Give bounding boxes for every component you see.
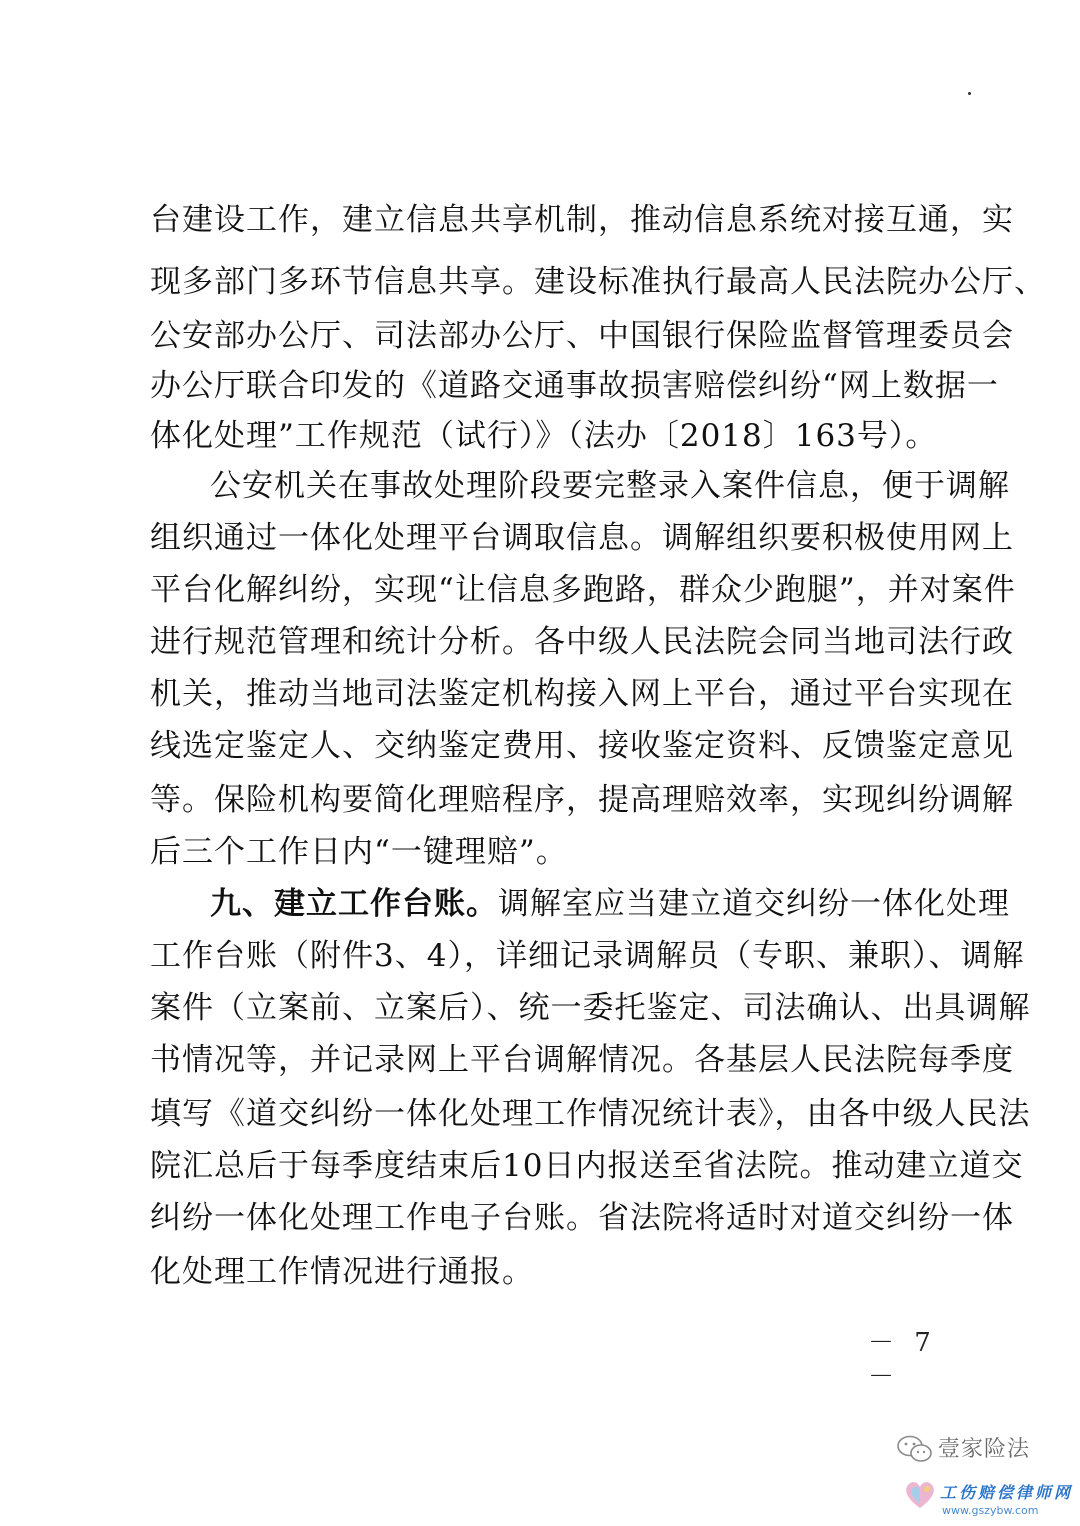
text-line: 办公厅联合印发的《道路交通事故损害赔偿纠纷“网上数据一 bbox=[150, 368, 999, 404]
text-line: 组织通过一体化处理平台调取信息。调解组织要积极使用网上 bbox=[150, 520, 1014, 556]
page-number: － 7 － bbox=[868, 1328, 937, 1392]
text-line: 等。保险机构要简化理赔程序，提高理赔效率，实现纠纷调解 bbox=[150, 782, 1014, 818]
watermark bbox=[896, 1430, 1080, 1526]
text-line: 线选定鉴定人、交纳鉴定费用、接收鉴定资料、反馈鉴定意见 bbox=[150, 728, 1014, 764]
text-line: 院汇总后于每季度结束后10日内报送至省法院。推动建立道交 bbox=[150, 1148, 1024, 1184]
text-line: 书情况等，并记录网上平台调解情况。各基层人民法院每季度 bbox=[150, 1042, 1014, 1078]
wechat-icon bbox=[896, 1434, 934, 1464]
heart-logo-icon bbox=[900, 1474, 940, 1514]
text-line: 工作台账（附件3、4），详细记录调解员（专职、兼职）、调解 bbox=[150, 938, 1025, 974]
text-line: 纠纷一体化处理工作电子台账。省法院将适时对道交纠纷一体 bbox=[150, 1200, 1014, 1236]
text-line: 化处理工作情况进行通报。 bbox=[150, 1254, 534, 1290]
section-nine-first-line bbox=[210, 884, 1010, 924]
section-text: 调解室应当建立道交纠纷一体化处理 bbox=[498, 886, 1010, 922]
scan-speck bbox=[968, 92, 971, 95]
text-line: 平台化解纠纷，实现“让信息多跑路，群众少跑腿”，并对案件 bbox=[150, 572, 1016, 608]
watermark-brand: 工伤赔偿律师网 bbox=[940, 1483, 1074, 1502]
text-line: 现多部门多环节信息共享。建设标准执行最高人民法院办公厅、 bbox=[150, 264, 1046, 300]
text-line: 后三个工作日内“一键理赔”。 bbox=[150, 834, 568, 870]
paragraph-first-line: 公安机关在事故处理阶段要完整录入案件信息，便于调解 bbox=[210, 468, 1010, 504]
text-line: 台建设工作，建立信息共享机制，推动信息系统对接互通，实 bbox=[150, 202, 1014, 238]
text-line: 机关，推动当地司法鉴定机构接入网上平台，通过平台实现在 bbox=[150, 676, 1014, 712]
text-line: 填写《道交纠纷一体化处理工作情况统计表》，由各中级人民法 bbox=[150, 1096, 1031, 1132]
text-line: 公安部办公厅、司法部办公厅、中国银行保险监督管理委员会 bbox=[150, 318, 1014, 354]
text-line: 进行规范管理和统计分析。各中级人民法院会同当地司法行政 bbox=[150, 624, 1014, 660]
section-heading: 九、建立工作台账。 bbox=[210, 886, 498, 922]
text-line: 案件（立案前、立案后）、统一委托鉴定、司法确认、出具调解 bbox=[150, 990, 1031, 1026]
text-line: 体化处理”工作规范（试行）》（法办〔2018〕163号）。 bbox=[150, 418, 938, 454]
watermark-url: www.gszybw.com bbox=[942, 1504, 1039, 1517]
watermark-account: 壹家险法 bbox=[938, 1437, 1031, 1462]
